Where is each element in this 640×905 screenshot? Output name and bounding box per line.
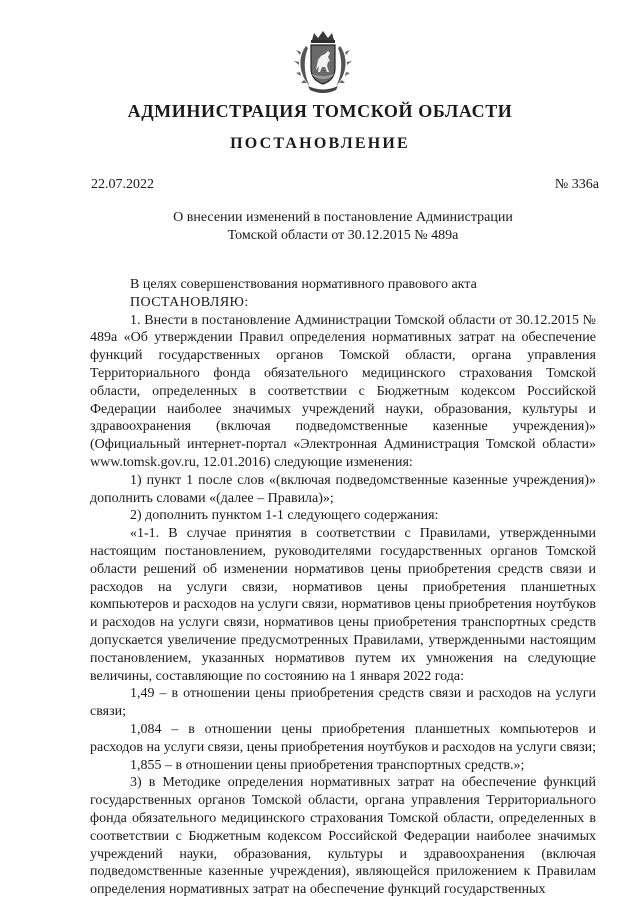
coefficient-2-paragraph: 1,084 – в отношении цены приобретения планшетных компьютеров и расходов на услуги связи, цены приобретения ноутбуков и расходов на услуги связи;	[90, 721, 596, 755]
document-body	[90, 276, 596, 899]
subitem-3-paragraph: 3) в Методике определения нормативных затрат на обеспечение функций государственных органов Томской области, органа управления Территориального фонда обязательного медицинского страхования Томской области, определенных в соответствии с Бюджетным кодексом Российской Федерации наиболее значимых учреждений науки, образования, культуры и здравоохранения (включая подведомственные казенные учреждения), являющейся приложением к Правилам определения нормативных затрат на обеспечение функций государственных	[90, 775, 596, 898]
subject-line-2: Томской области от 30.12.2015 № 489а	[227, 227, 459, 243]
subitem-2-paragraph: 2) дополнить пунктом 1-1 следующего содержания:	[130, 508, 439, 524]
document-type: ПОСТАНОВЛЕНИЕ	[230, 135, 410, 152]
decree-word: ПОСТАНОВЛЯЮ:	[130, 294, 249, 310]
item-1-paragraph: 1. Внести в постановление Администрации Томской области от 30.12.2015 № 489а «Об утверждении Правил определения нормативных затрат на обеспечение функций государственных органов Томской области, органа управления Территориального фонда обязательного медицинского страхования Томской области, определенных в соответствии с Бюджетным кодексом Российской Федерации наиболее значимых учреждений науки, образования, культуры и здравоохранения (включая подведомственные казенные учреждения)» (Официальный интернет-портал «Электронная Администрация Томской области» www.tomsk.gov.ru, 12.01.2016) следующие изменения:	[90, 312, 596, 470]
document-date: 22.07.2022	[91, 177, 154, 192]
purpose-paragraph: В целях совершенствования нормативного правового акта	[130, 277, 477, 292]
subject-line-1: О внесении изменений в постановление Администрации	[173, 210, 513, 225]
subitem-1-paragraph: 1) пункт 1 после слов «(включая подведомственные казенные учреждения)» дополнить словами «(далее – Правила)»;	[90, 472, 596, 506]
organization-title: АДМИНИСТРАЦИЯ ТОМСКОЙ ОБЛАСТИ	[127, 101, 513, 121]
tomsk-coat-of-arms-icon	[294, 30, 352, 94]
document-number: № 336а	[554, 177, 599, 192]
clause-1-1-paragraph: «1-1. В случае принятия в соответствии с Правилами, утвержденными настоящим постановлением, руководителями государственных органов Томской области решений об изменении нормативов цены приобретения средств связи и расходов на услуги связи, нормативов цены приобретения планшетных компьютеров и расходов на услуги связи, нормативов цены приобретения ноутбуков и расходов на услуги связи, нормативов цены приобретения транспортных средств допускается увеличение предусмотренных Правилами, утвержденными настоящим постановлением, указанных нормативов путем их умножения на следующие величины, составляющие по состоянию на 1 января 2022 года:	[90, 526, 596, 684]
coefficient-3-paragraph: 1,855 – в отношении цены приобретения транспортных средств.»;	[130, 757, 525, 773]
coefficient-1-paragraph: 1,49 – в отношении цены приобретения средств связи и расходов на услуги связи;	[90, 686, 596, 720]
document-subject	[0, 209, 640, 244]
